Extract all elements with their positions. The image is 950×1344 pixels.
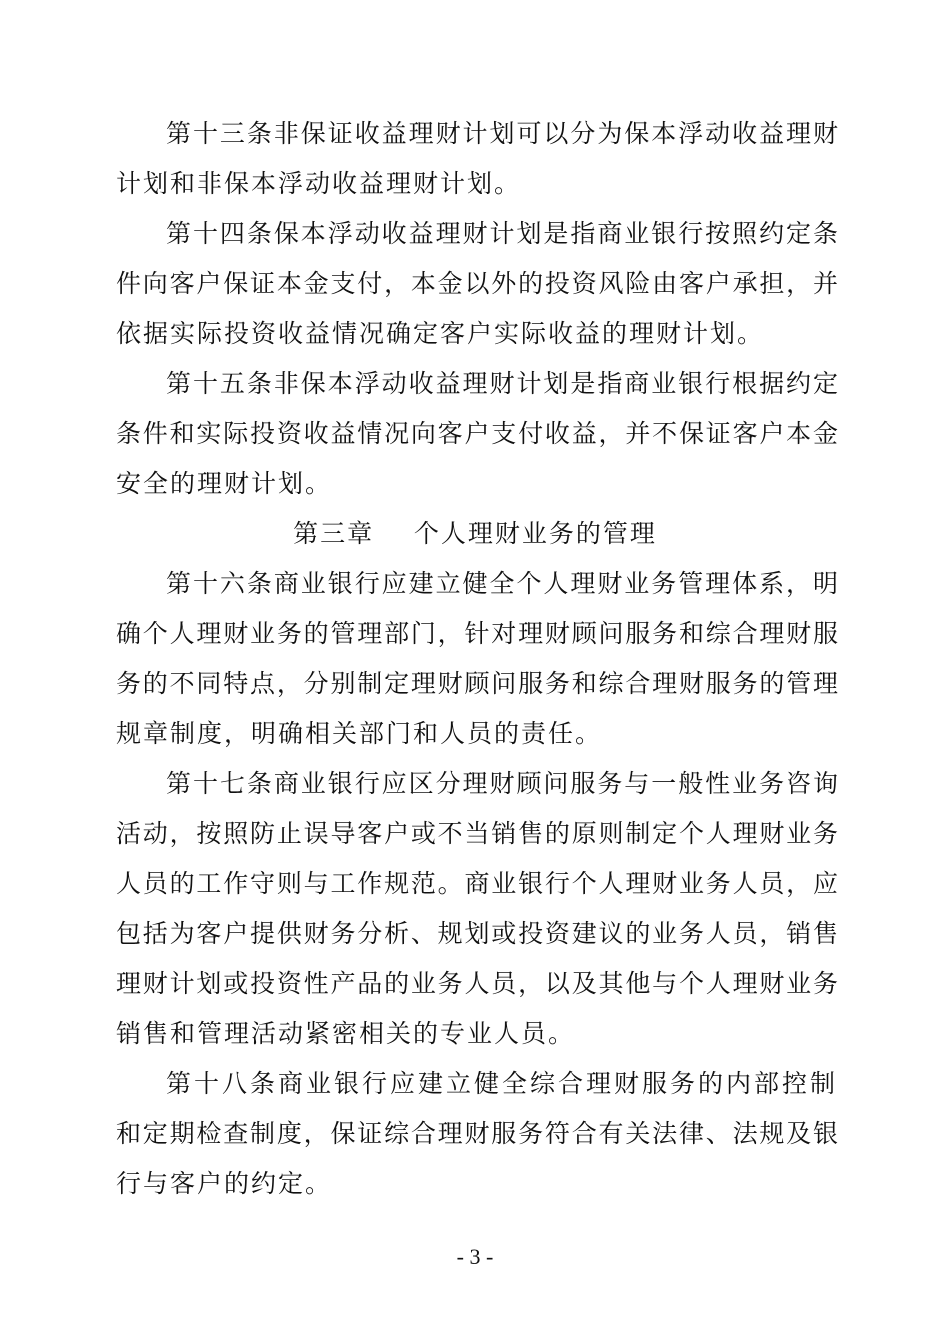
article-18-line-1: 第十八条商业银行应建立健全综合理财服务的内部控制: [166, 1069, 839, 1098]
article-16-line-3: 务的不同特点，分别制定理财顾问服务和综合理财服务的管理: [116, 669, 838, 698]
article-14-line-3: 依据实际投资收益情况确定客户实际收益的理财计划。: [116, 319, 765, 348]
article-14-line-1: 第十四条保本浮动收益理财计划是指商业银行按照约定条: [166, 219, 838, 248]
page-number: - 3 -: [456, 1244, 494, 1269]
article-17-line-1: 第十七条商业银行应区分理财顾问服务与一般性业务咨询: [166, 769, 838, 798]
article-16-line-4: 规章制度，明确相关部门和人员的责任。: [116, 719, 603, 748]
article-18-line-3: 行与客户的约定。: [116, 1169, 333, 1198]
article-17-line-2: 活动，按照防止误导客户或不当销售的原则制定个人理财业务: [116, 819, 838, 848]
article-15-line-3: 安全的理财计划。: [116, 469, 333, 498]
article-14-line-2: 件向客户保证本金支付，本金以外的投资风险由客户承担，并: [116, 269, 838, 298]
article-17-line-3: 人员的工作守则与工作规范。商业银行个人理财业务人员，应: [116, 869, 838, 898]
article-18-line-2: 和定期检查制度，保证综合理财服务符合有关法律、法规及银: [116, 1119, 838, 1148]
article-15-line-1: 第十五条非保本浮动收益理财计划是指商业银行根据约定: [166, 369, 838, 398]
article-13-line-1: 第十三条非保证收益理财计划可以分为保本浮动收益理财: [166, 119, 838, 148]
chapter-heading: 第三章 个人理财业务的管理: [293, 519, 657, 548]
article-17-line-6: 销售和管理活动紧密相关的专业人员。: [116, 1019, 576, 1048]
article-17-line-5: 理财计划或投资性产品的业务人员，以及其他与个人理财业务: [116, 969, 838, 998]
article-13-line-2: 计划和非保本浮动收益理财计划。: [116, 169, 522, 198]
article-17-line-4: 包括为客户提供财务分析、规划或投资建议的业务人员，销售: [116, 919, 838, 948]
article-16-line-2: 确个人理财业务的管理部门，针对理财顾问服务和综合理财服: [116, 619, 838, 648]
article-16-line-1: 第十六条商业银行应建立健全个人理财业务管理体系，明: [166, 569, 838, 598]
article-15-line-2: 条件和实际投资收益情况向客户支付收益，并不保证客户本金: [116, 419, 838, 448]
